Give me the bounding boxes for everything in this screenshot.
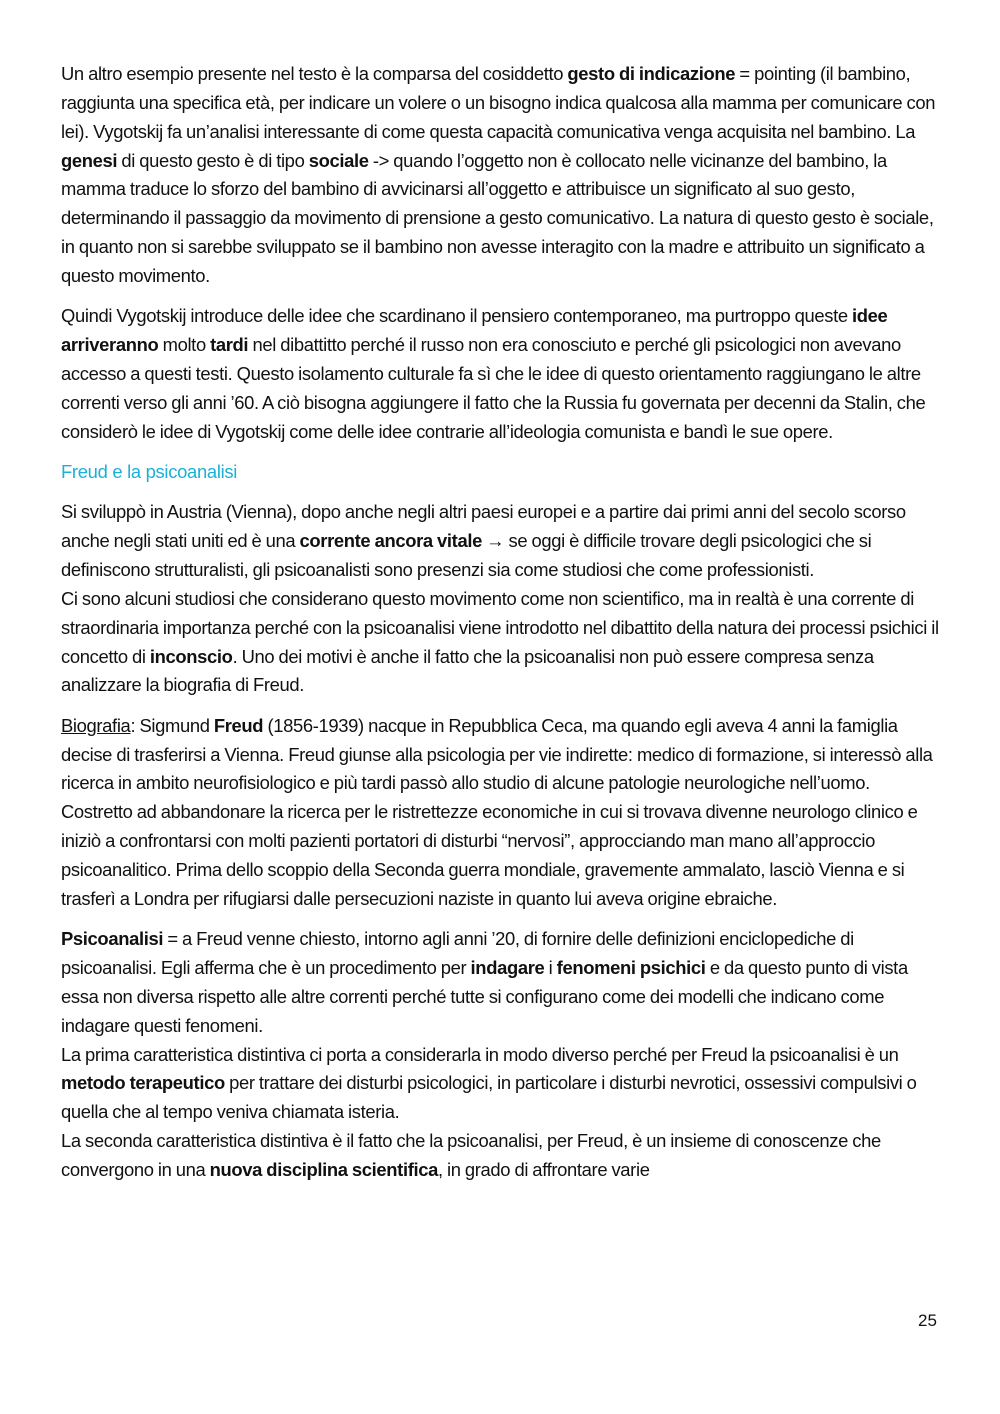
arrow-right-icon: →: [481, 530, 509, 552]
text-span: . Uno dei motivi è anche il fatto che la psicoanalisi non può essere compresa senza analizzare la biografia di Freud.: [61, 645, 874, 696]
bold-term-freud: Freud: [213, 714, 264, 736]
section-heading: Freud e la psicoanalisi: [61, 460, 238, 482]
paragraph-biography: [61, 712, 941, 914]
text-span: La prima caratteristica distintiva ci porta a considerarla in modo diverso perché per Freud la psicoanalisi è un: [61, 1043, 899, 1065]
paragraph-psychoanalysis-definition: [61, 925, 941, 1040]
bold-term-nuova-disciplina-scientifica: nuova disciplina scientifica: [209, 1158, 438, 1180]
text-span: Un altro esempio presente nel testo è la comparsa del cosiddetto: [61, 63, 568, 84]
text-span: , in grado di affrontare varie: [438, 1158, 650, 1180]
paragraph-pointing: [61, 60, 941, 291]
underlined-label-biografia: Biografia: [61, 714, 131, 736]
bold-term-idee-arriveranno: idee arriveranno: [61, 305, 888, 356]
text-span: per trattare dei disturbi psicologici, in particolare i disturbi nevrotici, ossessivi compulsivi o quella che al tempo veniva chiamata isteria.: [61, 1072, 917, 1123]
text-span: = a Freud venne chiesto, intorno agli anni ’20, di fornire delle definizioni enciclopediche di psicoanalisi. Egli afferma che è un procedimento per: [61, 928, 854, 978]
text-span: -> quando l’oggetto non è collocato nelle vicinanze del bambino, la mamma traduce lo sforzo del bambino di avvicinarsi all’oggetto e attribuisce un significato al suo gesto, determinando il passaggio da movimento di prensione a gesto comunicativo. La natura di questo gesto è sociale, in quanto non si sarebbe sviluppato se il bambino non avesse interagito con la madre e attribuito un significato a questo movimento.: [61, 149, 934, 286]
paragraph-vygotskij-ideas: [61, 302, 941, 446]
bold-term-gesto-di-indicazione: gesto di indicazione: [567, 63, 736, 84]
bold-term-tardi: tardi: [210, 334, 249, 356]
bold-term-inconscio: inconscio: [149, 645, 233, 667]
text-span: : Sigmund: [130, 714, 214, 736]
text-span: (1856-1939) nacque in Repubblica Ceca, ma quando egli aveva 4 anni la famiglia decise di trasferirsi a Vienna. Freud giunse alla psicologia per vie indirette: medico di formazione, si interessò alla ricerca in ambito neurofisiologico e più tardi passò allo studio di alcune patologie neurologiche nell’uomo. Costretto ad abbandonare la ricerca per le ristrettezze economiche in cui si trovava divenne neurologo clinico e iniziò a confrontarsi con molti pazienti portatori di disturbi “nervosi”, approcciando man mano all’approccio psicoanalitico. Prima dello scoppio della Seconda guerra mondiale, gravemente ammalato, lasciò Vienna e si trasferì a Londra per rifugiarsi dalle persecuzioni naziste in quanto lui aveva origine ebraiche.: [61, 714, 933, 909]
text-span: i: [544, 956, 557, 978]
text-span: Si sviluppò in Austria (Vienna), dopo anche negli altri paesi europei e a partire dai primi anni del secolo scorso anche negli stati uniti ed è una: [61, 501, 906, 552]
bold-term-sociale: sociale: [308, 149, 369, 171]
bold-term-genesi: genesi: [61, 149, 118, 171]
paragraph-unconscious: [61, 585, 941, 700]
text-span: nel dibattitto perché il russo non era conosciuto e perché gli psicologici non avevano accesso a questi testi. Questo isolamento culturale fa sì che le idee di questo orientamento raggiungano le altre correnti verso gli anni ’60. A ciò bisogna aggiungere il fatto che la Russia fu governata per decenni da Stalin, che considerò le idee di Vygotskij come delle idee contrarie all’ideologia comunista e bandì le sue opere.: [61, 334, 926, 442]
text-span: = pointing (il bambino, raggiunta una specifica età, per indicare un volere o un bisogno indica qualcosa alla mamma per comunicare con lei). Vygotskij fa un’analisi interessante di come questa capacità comunicativa venga acquisita nel bambino. La: [61, 63, 936, 142]
text-span: di questo gesto è di tipo: [117, 149, 309, 171]
paragraph-psychoanalysis-origin: [61, 498, 941, 585]
text-span: La seconda caratteristica distintiva è il fatto che la psicoanalisi, per Freud, è un insieme di conoscenze che convergono in una: [61, 1130, 881, 1180]
paragraph-second-characteristic: [61, 1127, 941, 1185]
bold-term-corrente-ancora-vitale: corrente ancora vitale: [299, 530, 482, 552]
text-span: Ci sono alcuni studiosi che considerano questo movimento come non scientifico, ma in realtà è una corrente di straordinaria importanza perché con la psicoanalisi viene introdotto nel dibattito della natura dei processi psichici il concetto di: [61, 587, 939, 667]
page-number: 25: [918, 1311, 937, 1330]
bold-term-psicoanalisi: Psicoanalisi: [61, 928, 164, 950]
paragraph-first-characteristic: [61, 1041, 941, 1128]
text-span: se oggi è difficile trovare degli psicologici che si definiscono strutturalisti, gli psicoanalisti sono presenzi sia come studiosi che come professionisti.: [61, 530, 872, 580]
text-span: molto: [158, 334, 211, 356]
bold-term-indagare: indagare: [470, 956, 545, 978]
text-span: Quindi Vygotskij introduce delle idee che scardinano il pensiero contemporaneo, ma purtroppo queste: [61, 305, 853, 327]
text-span: e da questo punto di vista essa non diversa rispetto alle altre correnti perché tutte si configurano come dei modelli che indicano come indagare questi fenomeni.: [61, 956, 908, 1036]
bold-term-metodo-terapeutico: metodo terapeutico: [61, 1072, 225, 1094]
document-page: [61, 60, 941, 1185]
bold-term-fenomeni-psichici: fenomeni psichici: [556, 956, 706, 978]
